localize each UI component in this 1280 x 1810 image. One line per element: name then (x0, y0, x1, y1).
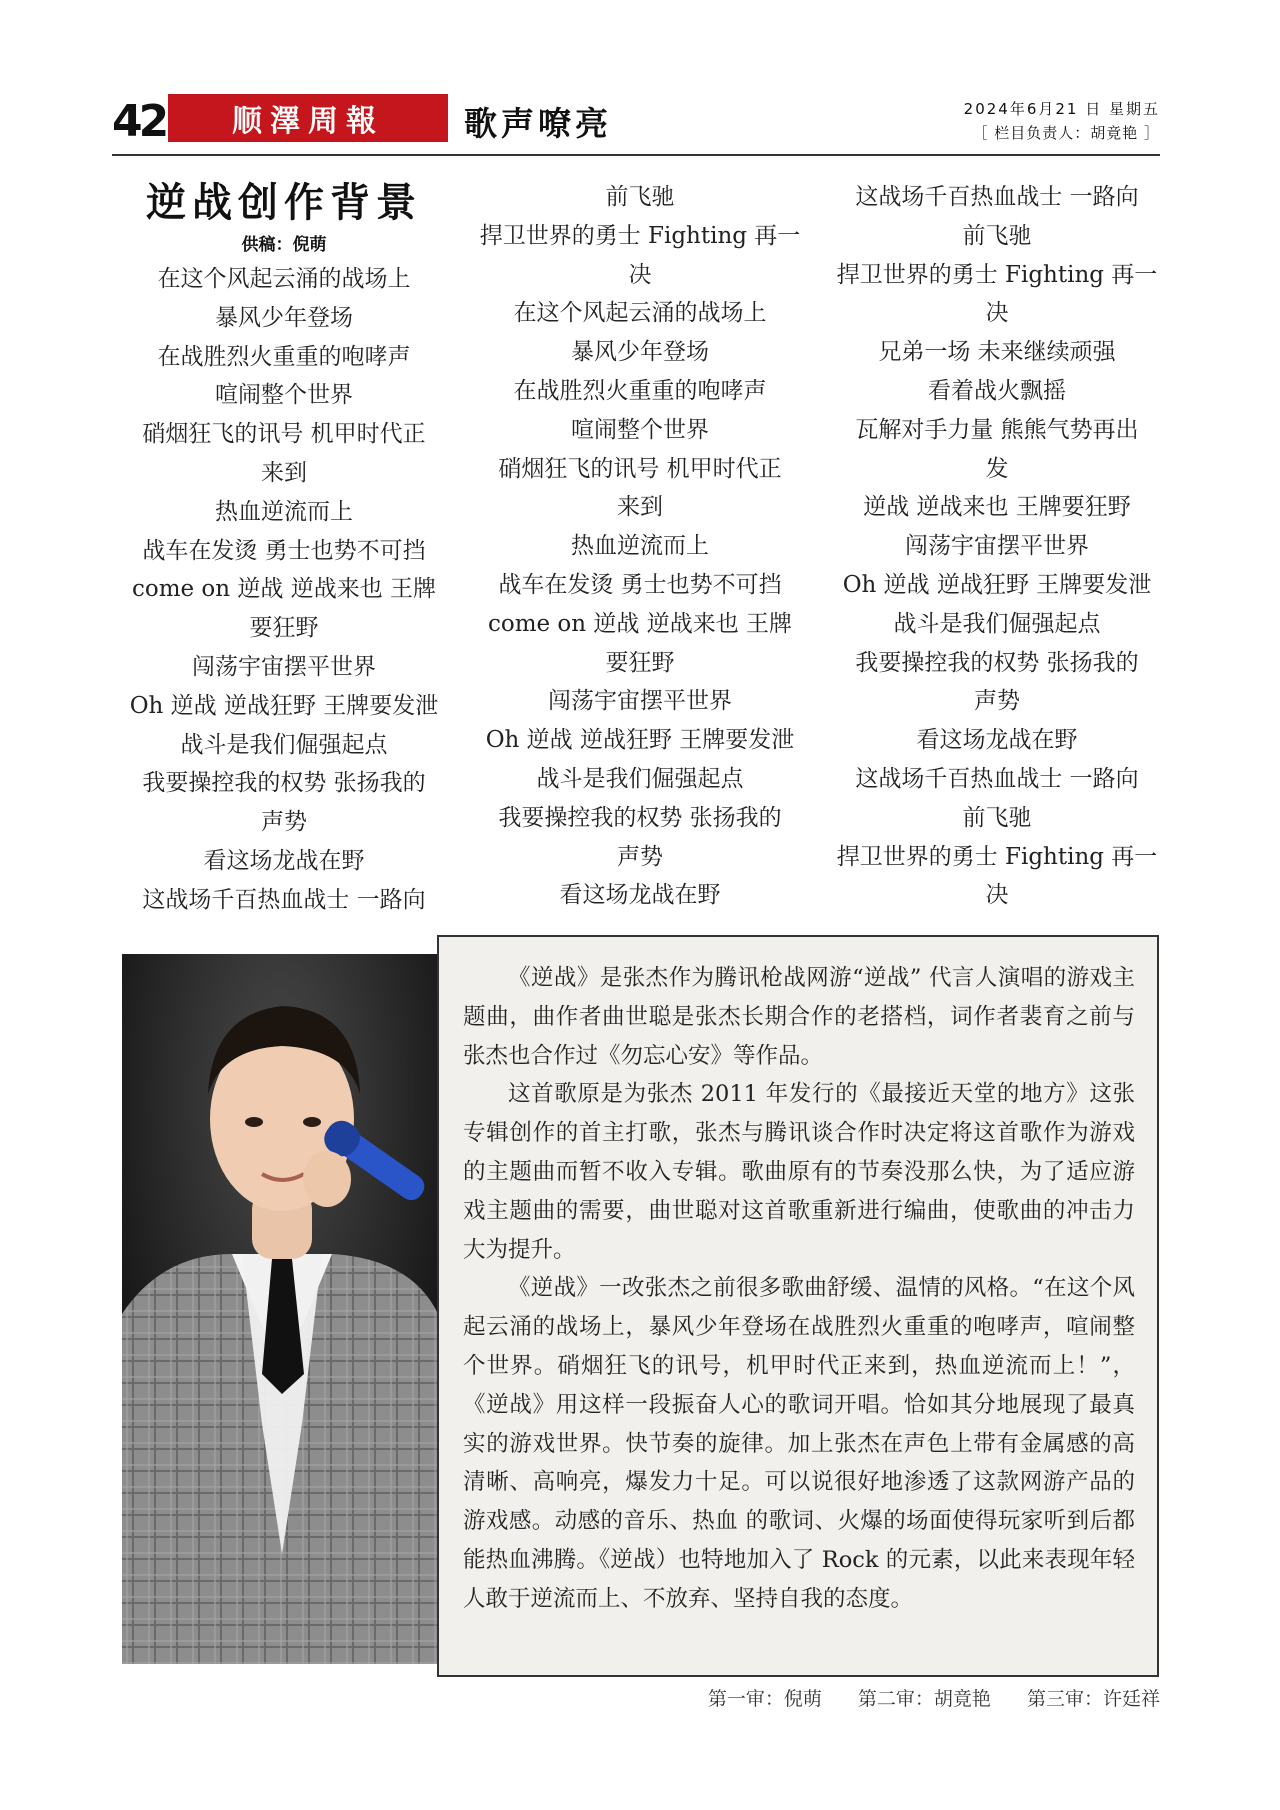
lyric-line: 捍卫世界的勇士 Fighting 再一 (836, 843, 1158, 870)
second-reviewer: 第二审：胡竟艳 (857, 1688, 991, 1710)
lyric-line: 看这场龙战在野 (916, 727, 1078, 754)
lyric-line: 我要操控我的权势 张扬我的 (498, 804, 782, 831)
lyric-line: 逆战 逆战来也 王牌要狂野 (863, 494, 1131, 521)
issue-date: 2024年6月21 日 星期五 (963, 100, 1160, 118)
article-byline: 供稿：倪萌 (241, 235, 327, 255)
lyric-line: 决 (985, 300, 1009, 327)
lyric-line: 前飞驰 (962, 804, 1032, 831)
lyric-line: 决 (628, 261, 652, 288)
lyric-line: 来到 (617, 494, 663, 521)
lyric-line: 在战胜烈火重重的咆哮声 (513, 377, 767, 404)
section-title: 歌声嘹亮 (464, 104, 612, 143)
lyric-line: 前飞驰 (962, 222, 1032, 249)
lyric-line: 我要操控我的权势 张扬我的 (142, 770, 426, 797)
lyric-line: Oh 逆战 逆战狂野 王牌要发泄 (485, 727, 795, 754)
lyric-line: 捍卫世界的勇士 Fighting 再一 (836, 261, 1158, 288)
lyric-line: 在这个风起云涌的战场上 (157, 266, 411, 292)
lyric-line: 看着战火飘摇 (928, 377, 1066, 404)
lyric-line: 看这场龙战在野 (203, 847, 365, 874)
header-divider (112, 154, 1160, 156)
lyric-line: 声势 (974, 688, 1020, 715)
lyric-line: 喧闹整个世界 (215, 382, 353, 409)
lyric-line: 要狂野 (605, 649, 675, 676)
lyric-line: 在这个风起云涌的战场上 (513, 300, 767, 327)
lyric-line: 战车在发烫 勇士也势不可挡 (142, 537, 426, 564)
background-paragraph-1: 《逆战》是张杰作为腾讯枪战网游“逆战” 代言人演唱的游戏主题曲，曲作者曲世聪是张杰长期合作的老搭档，词作者裴育之前与张杰也合作过《勿忘心安》等作品。 (463, 965, 1135, 1069)
lyric-line: 战车在发烫 勇士也势不可挡 (498, 571, 782, 598)
lyric-line: 看这场龙战在野 (559, 882, 721, 909)
background-paragraph-3: 《逆战》一改张杰之前很多歌曲舒缓、温情的风格。“在这个风起云涌的战场上，暴风少年登场在战胜烈火重重的咆哮声，喧闹整个世界。硝烟狂飞的讯号，机甲时代正来到，热血逆流而上！”，《逆战》用这样一段振奋人心的歌词开唱。恰如其分地展现了最真实的游戏世界。快节奏的旋律。加上张杰在声色上带有金属感的高清晰、高响亮，爆发力十足。可以说很好地渗透了这款网游产品的游戏感。动感的音乐、热血 的歌词、火爆的场面使得玩家听到后都能热血沸腾。《逆战）也特地加入了 Rock 的元素，以此来表现年轻人敢于逆流而上、不放弃、坚持自我的态度。 (463, 1275, 1135, 1612)
lyric-line: 声势 (617, 843, 663, 870)
lyrics-column-2 (470, 178, 810, 915)
lyric-line: 暴风少年登场 (571, 339, 709, 366)
lyric-line: 瓦解对手力量 熊熊气势再出 (855, 416, 1139, 443)
lyric-line: 要狂野 (249, 615, 319, 642)
first-reviewer: 第一审：倪萌 (707, 1688, 822, 1710)
lyrics-column-3 (827, 178, 1167, 915)
lyric-line: 决 (985, 882, 1009, 909)
lyric-line: 喧闹整个世界 (571, 416, 709, 443)
lyric-line: come on 逆战 逆战来也 王牌 (487, 610, 793, 637)
lyric-line: 战斗是我们倔强起点 (536, 765, 744, 792)
third-reviewer: 第三审：许廷祥 (1026, 1688, 1160, 1710)
lyric-line: 硝烟狂飞的讯号 机甲时代正 (142, 421, 426, 448)
lyric-line: come on 逆战 逆战来也 王牌 (131, 576, 437, 603)
page-header (112, 92, 1160, 152)
lyric-line: 热血逆流而上 (571, 533, 709, 560)
lyric-line: 来到 (261, 459, 307, 486)
lyric-line: 捍卫世界的勇士 Fighting 再一 (479, 222, 801, 249)
lyric-line: 闯荡宇宙摆平世界 (192, 653, 376, 680)
lyric-line: 战斗是我们倔强起点 (180, 731, 388, 758)
lyric-line: Oh 逆战 逆战狂野 王牌要发泄 (129, 692, 439, 719)
background-paragraph-2: 这首歌原是为张杰 2011 年发行的《最接近天堂的地方》这张专辑创作的首主打歌，张杰与腾讯谈合作时决定将这首歌作为游戏的主题曲而暂不收入专辑。歌曲原有的节奏没那么快，为了适应游戏主题曲的需要，曲世聪对这首歌重新进行编曲，使歌曲的冲击力大为提升。 (463, 1081, 1135, 1263)
lyric-line: 这战场千百热血战士 一路向 (855, 765, 1139, 792)
page-number: 42 (112, 96, 166, 147)
lyric-line: 这战场千百热血战士 一路向 (142, 886, 426, 913)
song-background-box (437, 935, 1159, 1677)
lyric-line: 声势 (261, 809, 307, 836)
lyric-line: 闯荡宇宙摆平世界 (548, 688, 732, 715)
lyric-line: 战斗是我们倔强起点 (893, 610, 1101, 637)
lyric-line: 热血逆流而上 (215, 498, 353, 525)
article-title: 逆战创作背景 (146, 180, 422, 226)
lyric-line: 闯荡宇宙摆平世界 (905, 533, 1089, 560)
lyric-line: 我要操控我的权势 张扬我的 (855, 649, 1139, 676)
singer-photo (122, 954, 438, 1664)
lyric-line: 兄弟一场 未来继续顽强 (878, 339, 1116, 366)
lyric-line: 暴风少年登场 (215, 304, 353, 331)
lyric-line: 硝烟狂飞的讯号 机甲时代正 (498, 455, 782, 482)
review-credits (678, 1684, 1160, 1711)
lyric-line: 前飞驰 (605, 184, 675, 210)
lyric-line: Oh 逆战 逆战狂野 王牌要发泄 (842, 571, 1152, 598)
column-editor: ［ 栏目负责人：胡竟艳 ］ (972, 124, 1160, 142)
lyric-line: 发 (985, 455, 1009, 482)
newspaper-masthead: 顺澤周報 (168, 94, 448, 142)
lyric-line: 这战场千百热血战士 一路向 (855, 184, 1139, 210)
lyric-line: 在战胜烈火重重的咆哮声 (157, 343, 411, 370)
lyrics-column-1 (114, 178, 454, 920)
